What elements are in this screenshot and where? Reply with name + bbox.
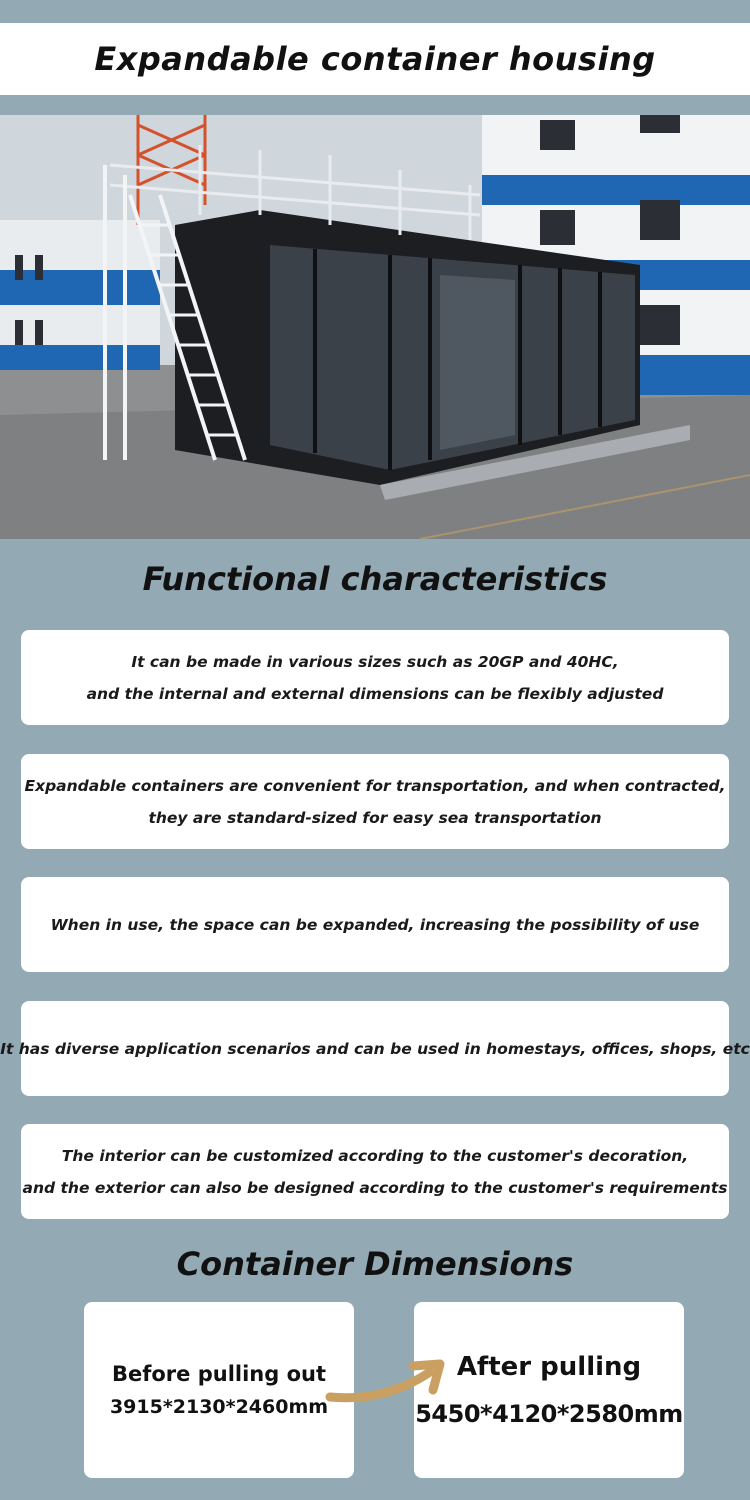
feature-text: The interior can be customized according to the customer's decoration, xyxy=(61,1146,689,1165)
feature-card-transport xyxy=(21,754,729,849)
dimensions-heading: Container Dimensions xyxy=(176,1245,574,1283)
feature-text: they are standard-sized for easy sea transportation xyxy=(148,808,602,827)
feature-card-space xyxy=(21,877,729,972)
feature-card-scenarios xyxy=(0,1001,750,1096)
product-photo xyxy=(0,115,750,539)
curved-arrow-right-icon xyxy=(325,1352,455,1412)
container-house-illustration xyxy=(0,115,750,539)
feature-text: Expandable containers are convenient for transportation, and when contracted, xyxy=(24,776,726,795)
dimension-value: 3915*2130*2460mm xyxy=(109,1396,329,1418)
dimension-label: Before pulling out xyxy=(111,1362,326,1386)
page-title: Expandable container housing xyxy=(94,40,656,78)
feature-text: When in use, the space can be expanded, increasing the possibility of use xyxy=(50,915,700,934)
feature-card-customization xyxy=(21,1124,729,1219)
feature-card-sizes xyxy=(21,630,729,725)
features-heading: Functional characteristics xyxy=(142,560,608,598)
feature-text: and the internal and external dimensions can be flexibly adjusted xyxy=(86,684,664,703)
dimension-value: 5450*4120*2580mm xyxy=(415,1400,683,1428)
feature-text: It has diverse application scenarios and can be used in homestays, offices, shops, etc xyxy=(0,1039,750,1058)
dimension-label: After pulling xyxy=(456,1352,642,1382)
feature-text: It can be made in various sizes such as 20GP and 40HC, xyxy=(131,652,619,671)
feature-text: and the exterior can also be designed according to the customer's requirements xyxy=(22,1178,728,1197)
title-bar xyxy=(0,23,750,95)
dimension-card-before xyxy=(84,1302,354,1478)
